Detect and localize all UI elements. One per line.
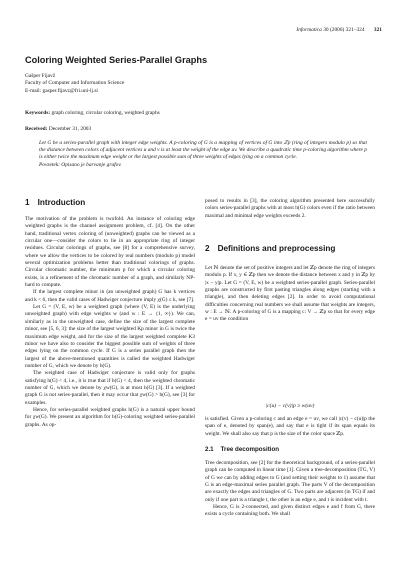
subsection-2-1-title: Tree decomposition xyxy=(220,446,280,453)
intro-paragraph-2: If the largest complete minor in (an unweighted graph) G has k vertices and k < 6, then the valid cases of Hadwiger conjecture imply χ(G) ≤ k, see [7]. xyxy=(25,289,195,303)
abstract-text: Let G be a series-parallel graph with integer edge weights. A p-coloring of G is a mapping of vertices of G into ℤp (ring of integers modulo p) so that the distance between colors of adjacent vertices u and v is at least the weight of the edge uv. We describe a quadratic time p-coloring algorithm where p is either twice the maximum edge weight or the largest possible sum of three weights of edges lying on a common cycle. xyxy=(39,140,367,160)
right-column-after-equation xyxy=(205,416,375,438)
received-line xyxy=(25,126,91,132)
intro-paragraph-5: Hence, for series-parallel weighted graphs h(G) is a natural upper bound for χw(G). We present an algorithm for h(G)-coloring weighted series-parallel graphs. As op- xyxy=(25,406,195,428)
section-2-title: Definitions and preprocessing xyxy=(217,244,336,253)
author-affiliation: Faculty of Computer and Information Science xyxy=(25,80,125,87)
section-2-heading xyxy=(205,244,335,253)
author-email: E-mail: gasper.fijavz@fri.uni-lj.si xyxy=(25,87,98,94)
journal-name: Informatica xyxy=(296,27,322,33)
paper-title: Coloring Weighted Series-Parallel Graphs xyxy=(25,55,208,65)
intro-paragraph-1: The motivation of the problem is twofold. An instance of coloring edge weighted graphs is the channel assignment problem, cf. [4]. On the other hand, traditional vertex coloring of (unweighted) graphs can be viewed as a circular one—consider the colors to lie in an appropriate ring of integer residues. Circular colorings of graphs, see [8] for a comprehensive survey, where we allow the vertices to be colored by real numbers (modulo p) model several optimization problems better than traditional colorings of graphs. Circular chromatic number, the minimum p for which a circular coloring exists, is a refinement of the chromatic number of a graph, and similarly NP-hard to compute. xyxy=(25,216,195,289)
keywords-label: Keywords: xyxy=(25,110,51,116)
keywords-line xyxy=(25,110,375,116)
povzetek-text: Povzetek: Opisano je barvanje grafov. xyxy=(39,161,122,168)
section-1-heading xyxy=(25,198,85,207)
tree-decomposition-paragraph-1: Tree decomposition, see [2] for the theoretical background, of a series-parallel graph can be computed in linear time [1]. Given a tree-decomposition (TG, V) of G we can by adding edges to G (and setting their weights to 1) assume that G is an edge-maximal series parallel graph. The parts V of the decomposition are exactly the edges and triangles of G. Two parts are adjacent (in TG) if and only if one part is a triangle t, the other is an edge e, and t is incident with t. xyxy=(205,460,375,503)
subsection-2-1-heading xyxy=(205,446,279,453)
definitions-paragraph: Let ℕ denote the set of positive integers and let ℤp denote the ring of integers modulo p. If x, y ∈ ℤp then we denote the distance between x and y in ℤp by |x − y|p. Let G = (V, E, w) be a weighted series-parallel graph. Series-parallel graphs are constructed by first pasting triangles along edges (starting with a triangle), and then deleting edges [2]. In order to avoid computational difficulties concerning real numbers we shall assume that weights are integers, w : E → ℕ. A p-coloring of G is a mapping c: V → ℤp so that for every edge e = uv the condition xyxy=(205,265,375,323)
right-column-top xyxy=(205,198,375,220)
left-column xyxy=(25,216,195,429)
running-head xyxy=(296,27,382,33)
keywords-text: graph coloring, circular coloring, weighted graphs xyxy=(51,110,160,116)
right-column-mid xyxy=(205,265,375,324)
tree-decomposition-paragraph-2: Hence, G is 2-connected, and given distinct edges e and f from G, there exists a cycle containing both. We shall xyxy=(205,504,375,518)
volume-info: 30 (2006) 321–324 xyxy=(323,27,365,33)
abstract xyxy=(39,140,367,169)
received-label: Received: xyxy=(25,126,48,132)
page-number: 321 xyxy=(373,27,382,33)
section-1-title: Introduction xyxy=(37,198,86,207)
coloring-condition-equation: |c(u) − c(v)|p ≥ w(uv) xyxy=(265,403,315,409)
span-definition-paragraph: is satisfied. Given a p-coloring c and an edge e = uv, we call |c(v) − c(u)|p the span of e, denoted by span(e), and say that e is tight if its span equals its weight. We shall also say that p is the size of the color space ℤp. xyxy=(205,416,375,437)
section-1-number: 1 xyxy=(25,198,30,207)
author-name: Gašper Fijavž xyxy=(25,73,56,79)
intro-continuation: posed to results in [3], the coloring algorithm presented here successfully colors series-parallel graphs with at most h(G) colors even if the ratio between maximal and minimal edge weights exceeds 2. xyxy=(205,198,375,219)
right-column-bottom xyxy=(205,460,375,519)
author-block xyxy=(25,73,124,95)
intro-paragraph-3: Let G = (V, E, w) be a weighted graph (where (V, E) is the underlying unweighted graph) with edge weights w (and w : E → {1, ∞}). We can, similarly as in the unweighted case, define the size of the largest complete minor, see [5, 6, 3]: the size of the largest weighted Kp minor in G is twice the maximum edge weight, and for the size of the largest weighted complete K3 minor we have also to consider the biggest possible sum of weights of three edges lying on the common cycle. If G is a series parallel graph then the largest of the above-mentioned quantities is called the weighted Hadwiger number of G, which we denote by h(G). xyxy=(25,304,195,369)
intro-paragraph-4: The weighted case of Hadwiger conjecture is valid only for graphs satisfying h(G) < 4, i.e., it is true that if h(G) < 4, then the weighted chromatic number of G, which we denote by χw(G), is at most h(G) [3]. If a weighted graph G is not series-parallel, then it may occur that χw(G) > h(G), see [3] for examples. xyxy=(25,370,195,406)
section-2-number: 2 xyxy=(205,244,210,253)
subsection-2-1-number: 2.1 xyxy=(205,446,214,453)
received-date: December 31, 2003 xyxy=(48,126,92,132)
